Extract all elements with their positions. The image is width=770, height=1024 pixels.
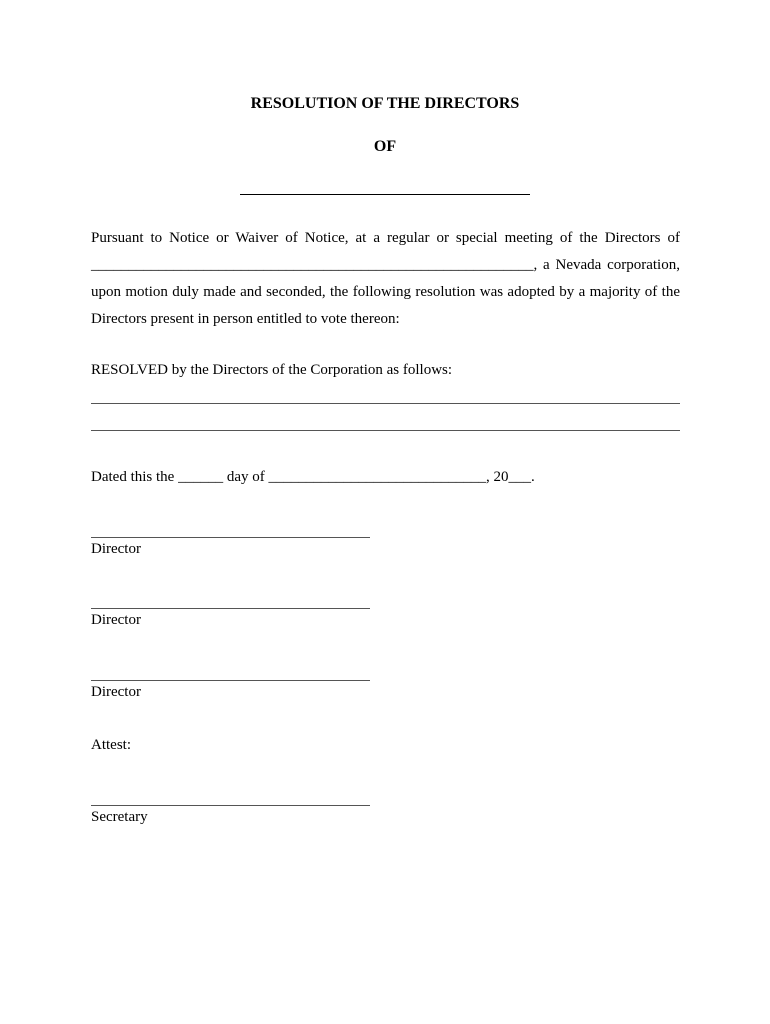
corporation-suffix-word-3: corporation,	[607, 257, 680, 273]
secretary-signature-line	[91, 805, 370, 806]
director-label-3: Director	[91, 684, 141, 700]
director-label-1: Director	[91, 541, 141, 557]
director-signature-line-3	[91, 680, 370, 681]
corporation-name-blank: ___________________________________________________________,	[91, 257, 538, 273]
paragraph-line-2	[91, 252, 680, 279]
attest-label: Attest:	[91, 737, 131, 753]
dated-line: Dated this the ______ day of _____________________________, 20___.	[91, 469, 535, 485]
director-signature-line-2	[91, 608, 370, 609]
paragraph-line-3: upon motion duly made and seconded, the following resolution was adopted by a majority of the	[91, 284, 680, 300]
director-label-2: Director	[91, 612, 141, 628]
meeting-paragraph	[91, 225, 680, 333]
resolution-blank-line-1	[91, 403, 680, 404]
paragraph-line-4: Directors present in person entitled to vote thereon:	[91, 311, 400, 327]
resolution-blank-line-2	[91, 430, 680, 431]
resolved-statement: RESOLVED by the Directors of the Corporation as follows:	[91, 362, 453, 378]
secretary-label: Secretary	[91, 809, 148, 825]
paragraph-line-1: Pursuant to Notice or Waiver of Notice, at a regular or special meeting of the Directors of	[91, 230, 680, 246]
corporation-suffix-word-2: Nevada	[555, 257, 602, 273]
company-name-blank-line	[240, 194, 530, 195]
document-title-of: OF	[373, 138, 397, 155]
document-title: RESOLUTION OF THE DIRECTORS	[250, 95, 520, 112]
director-signature-line-1	[91, 537, 370, 538]
corporation-suffix-word-1: a	[543, 257, 550, 273]
